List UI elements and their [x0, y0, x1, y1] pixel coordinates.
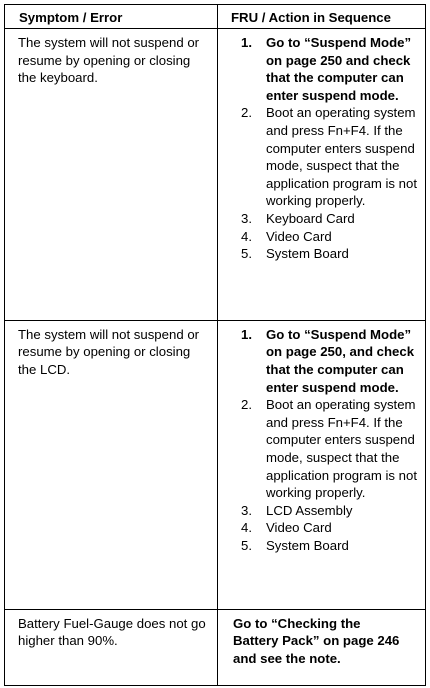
step-number: 5. — [241, 538, 252, 553]
step-number: 3. — [241, 502, 252, 518]
action-step — [233, 537, 419, 555]
action-step — [233, 34, 419, 104]
header-symptom-label: Symptom / Error — [19, 10, 123, 25]
action-step — [233, 326, 419, 396]
step-text: Go to “Suspend Mode” on page 250, and check that the computer can enter suspend mode. — [266, 326, 415, 395]
header-fru-label: FRU / Action in Sequence — [231, 10, 391, 25]
table-header-row — [5, 5, 426, 29]
step-number: 3. — [241, 210, 252, 226]
step-text: LCD Assembly — [266, 502, 353, 518]
action-steps-list — [233, 34, 419, 263]
action-note: Go to “Checking the Battery Pack” on page 246 and see the note. — [233, 615, 400, 666]
symptom-fru-table — [4, 4, 426, 686]
symptom-text: The system will not suspend or resume by opening or closing the LCD. — [18, 326, 200, 378]
step-text: Go to “Suspend Mode” on page 250 and check that the computer can enter suspend mode. — [266, 35, 412, 103]
action-cell — [218, 320, 426, 609]
action-step — [233, 519, 419, 537]
symptom-cell — [5, 320, 218, 609]
symptom-text: The system will not suspend or resume by opening or closing the keyboard. — [18, 35, 200, 86]
step-text: Video Card — [266, 520, 332, 536]
step-number: 4. — [241, 520, 252, 536]
symptom-cell — [5, 609, 218, 685]
action-step — [233, 228, 419, 246]
action-step — [233, 210, 419, 228]
action-step — [233, 104, 419, 210]
table-row — [5, 609, 426, 685]
step-number: 2. — [241, 105, 252, 121]
table-row — [5, 29, 426, 321]
symptom-text: Battery Fuel-Gauge does not go higher than 90%. — [18, 615, 206, 649]
action-step — [233, 502, 419, 520]
step-number: 1. — [241, 326, 252, 342]
step-text: System Board — [266, 538, 349, 553]
step-number: 1. — [241, 35, 252, 50]
header-symptom-error — [5, 5, 218, 29]
step-number: 2. — [241, 397, 252, 413]
step-number: 4. — [241, 228, 252, 244]
step-text: Boot an operating system and press Fn+F4. If the computer enters suspend mode, suspect that the application program is not working properly. — [266, 397, 418, 501]
step-text: Keyboard Card — [266, 210, 355, 226]
table-row — [5, 320, 426, 609]
action-steps-list — [233, 326, 419, 555]
action-step — [233, 245, 419, 263]
action-cell — [218, 609, 426, 685]
header-fru-action — [218, 5, 426, 29]
step-text: Video Card — [266, 228, 332, 244]
step-text: System Board — [266, 246, 349, 262]
action-cell — [218, 29, 426, 321]
step-number: 5. — [241, 246, 252, 262]
step-text: Boot an operating system and press Fn+F4. If the computer enters suspend mode, suspect that the application program is not working properly. — [266, 105, 418, 209]
action-step — [233, 396, 419, 502]
symptom-cell — [5, 29, 218, 321]
